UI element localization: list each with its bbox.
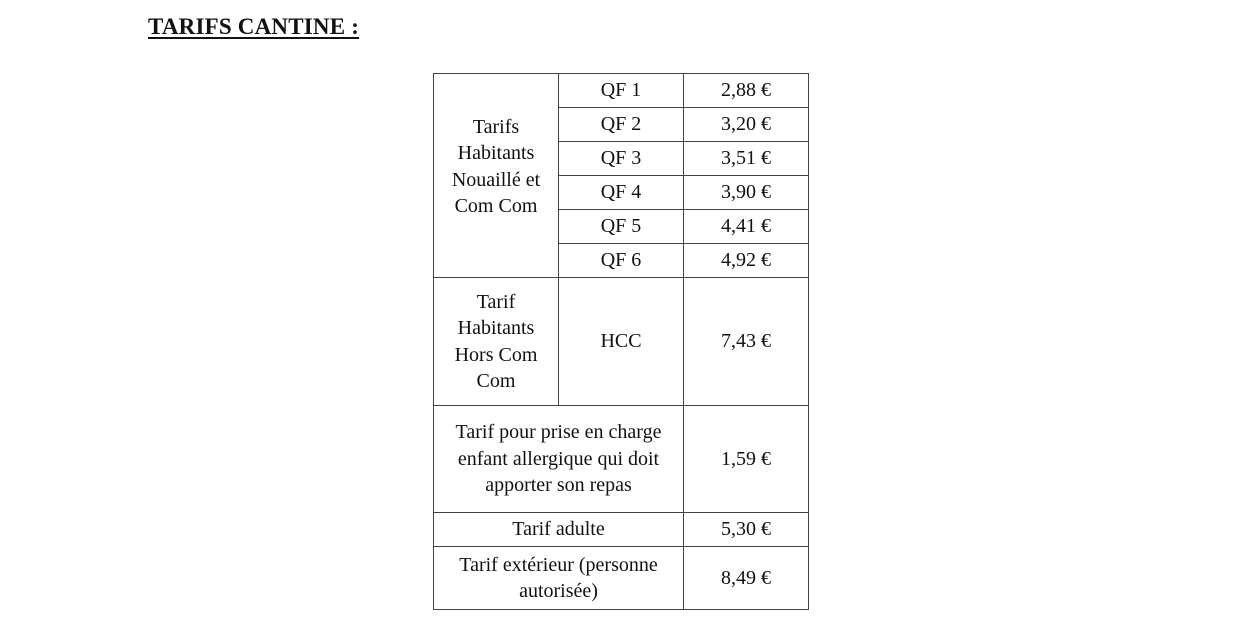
- page-title: TARIFS CANTINE :: [148, 14, 360, 39]
- allergy-price-cell: 1,59 €: [684, 406, 809, 513]
- qf-price-cell: 2,88 €: [684, 74, 809, 108]
- qf-code-cell: QF 2: [559, 108, 684, 142]
- exterior-price-cell: 8,49 €: [684, 547, 809, 610]
- adult-label: Tarif adulte: [434, 513, 684, 547]
- qf-price-cell: 4,41 €: [684, 210, 809, 244]
- qf-code-cell: QF 6: [559, 244, 684, 278]
- qf-code-cell: QF 3: [559, 142, 684, 176]
- hcc-code-cell: HCC: [559, 278, 684, 406]
- qf-code-cell: QF 5: [559, 210, 684, 244]
- hcc-price-cell: 7,43 €: [684, 278, 809, 406]
- qf-code-cell: QF 1: [559, 74, 684, 108]
- qf-price-cell: 3,51 €: [684, 142, 809, 176]
- hcc-label: Tarif Habitants Hors Com Com: [434, 278, 559, 406]
- qf-code-cell: QF 4: [559, 176, 684, 210]
- table-row: [434, 513, 809, 547]
- qf-price-cell: 4,92 €: [684, 244, 809, 278]
- allergy-label: Tarif pour prise en charge enfant allergique qui doit apporter son repas: [434, 406, 684, 513]
- qf-price-cell: 3,20 €: [684, 108, 809, 142]
- resident-group-label: [434, 74, 559, 278]
- resident-group-label-text: Tarifs Habitants Nouaillé et Com Com: [451, 115, 541, 217]
- table-row: [434, 547, 809, 610]
- table-row: [434, 406, 809, 513]
- adult-price-cell: 5,30 €: [684, 513, 809, 547]
- pricing-table: [433, 73, 809, 610]
- table-row: [434, 278, 809, 406]
- exterior-label: Tarif extérieur (personne autorisée): [434, 547, 684, 610]
- table-row: [434, 74, 809, 108]
- qf-price-cell: 3,90 €: [684, 176, 809, 210]
